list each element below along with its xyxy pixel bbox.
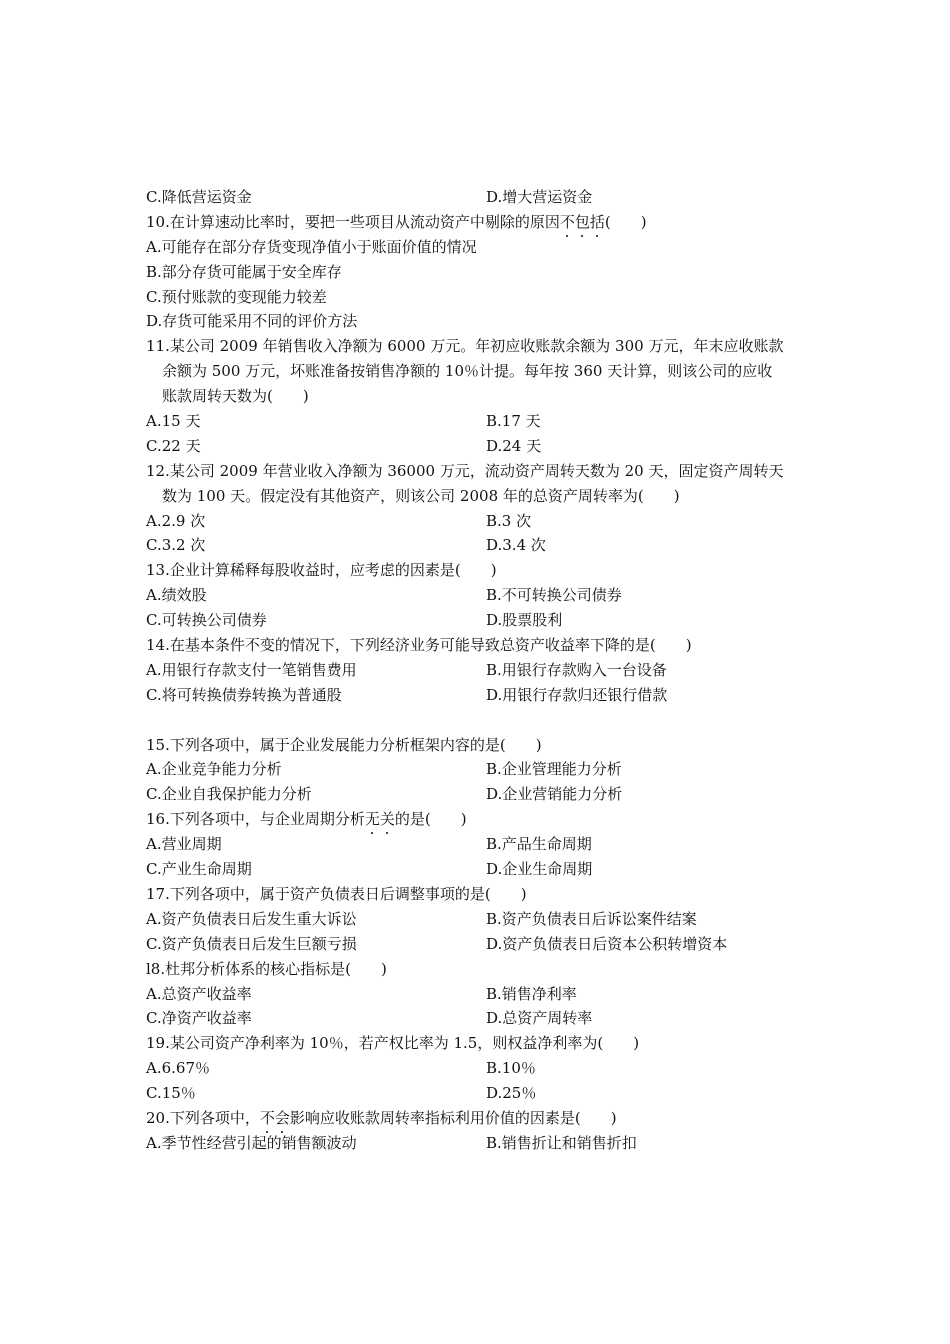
- q20-stem: [146, 1106, 816, 1131]
- q18-options-ab: [146, 982, 816, 1007]
- q10-stem-post: ( ): [604, 212, 647, 231]
- q16-option-c: C.产业生命周期: [146, 860, 252, 879]
- q16-stem-pre: 16.下列各项中，与企业周期分析: [146, 810, 365, 829]
- q18-option-a: A.总资产收益率: [146, 984, 252, 1003]
- q20-option-b: B.销售折让和销售折扣: [486, 1133, 637, 1152]
- q18-options-cd: [146, 1006, 816, 1031]
- q11-options-ab: [146, 409, 816, 434]
- q11-option-a: A.15 天: [146, 412, 201, 431]
- q14-option-c: C.将可转换债券转换为普通股: [146, 685, 342, 704]
- q13-option-b: B.不可转换公司债券: [486, 586, 622, 605]
- q16-emph-char-1: 无: [365, 807, 380, 832]
- q15-option-a: A.企业竞争能力分析: [146, 760, 282, 779]
- q11-stem-line2: 余额为 500 万元，坏账准备按销售净额的 10％计提。每年按 360 天计算，则该公司的应收: [162, 362, 773, 381]
- q12-option-a: A.2.9 次: [146, 511, 206, 530]
- q17-option-a: A.资产负债表日后发生重大诉讼: [146, 909, 357, 928]
- q14-option-d: D.用银行存款归还银行借款: [486, 685, 668, 704]
- q13-stem: 13.企业计算稀释每股收益时，应考虑的因素是( ): [146, 561, 497, 580]
- q10-emph-char-2: 包: [575, 210, 590, 235]
- q11-stem-line1: 11.某公司 2009 年销售收入净额为 6000 万元。年初应收账款余额为 300 万元，年末应收账款: [146, 337, 784, 356]
- q16-stem-post: 的是( ): [394, 810, 467, 829]
- q10-option-d: D.存货可能采用不同的评价方法: [146, 312, 358, 331]
- q12-option-c: C.3.2 次: [146, 536, 206, 555]
- q10-stem-pre: 10.在计算速动比率时，要把一些项目从流动资产中剔除的原因: [146, 212, 560, 231]
- q17-options-cd: [146, 932, 816, 957]
- q11-options-cd: [146, 434, 816, 459]
- q16-emph-char-2: 关: [380, 807, 395, 832]
- q16-option-b: B.产品生命周期: [486, 835, 592, 854]
- q20-options-ab: [146, 1131, 816, 1156]
- exam-page: [146, 185, 816, 1156]
- q19-option-d: D.25％: [486, 1084, 537, 1103]
- q17-options-ab: [146, 907, 816, 932]
- q10-option-b: B.部分存货可能属于安全库存: [146, 262, 342, 281]
- q12-options-cd: [146, 533, 816, 558]
- q18-option-c: C.净资产收益率: [146, 1009, 252, 1028]
- q11-option-b: B.17 天: [486, 412, 541, 431]
- q10-stem-emphasis: [560, 213, 605, 231]
- q18-option-d: D.总资产周转率: [486, 1009, 593, 1028]
- q15-option-b: B.企业管理能力分析: [486, 760, 622, 779]
- q16-stem-emphasis: [365, 810, 395, 828]
- q16-options-ab: [146, 832, 816, 857]
- q16-options-cd: [146, 857, 816, 882]
- q14-option-b: B.用银行存款购入一台设备: [486, 660, 667, 679]
- q13-options-cd: [146, 608, 816, 633]
- q12-option-d: D.3.4 次: [486, 536, 546, 555]
- q20-stem-post: 影响应收账款周转率指标利用价值的因素是( ): [289, 1108, 617, 1127]
- q19-options-ab: [146, 1056, 816, 1081]
- q10-emph-char-1: 不: [560, 210, 575, 235]
- q15-stem: 15.下列各项中，属于企业发展能力分析框架内容的是( ): [146, 735, 542, 754]
- q15-options-ab: [146, 757, 816, 782]
- q14-stem: 14.在基本条件不变的情况下，下列经济业务可能导致总资产收益率下降的是( ): [146, 636, 692, 655]
- q17-option-d: D.资产负债表日后资本公积转增资本: [486, 934, 728, 953]
- q13-option-a: A.绩效股: [146, 586, 207, 605]
- q10-option-c: C.预付账款的变现能力较差: [146, 287, 327, 306]
- q19-option-a: A.6.67％: [146, 1059, 210, 1078]
- q17-option-c: C.资产负债表日后发生巨额亏损: [146, 934, 357, 953]
- q11-stem-line3: 账款周转天数为( ): [162, 387, 309, 406]
- q20-emph-char-2: 会: [275, 1106, 290, 1131]
- q16-option-d: D.企业生命周期: [486, 860, 593, 879]
- q15-option-c: C.企业自我保护能力分析: [146, 785, 312, 804]
- q9-options-cd: [146, 185, 816, 210]
- q20-option-a: A.季节性经营引起的销售额波动: [146, 1133, 357, 1152]
- q19-stem: 19.某公司资产净利率为 10％，若产权比率为 1.5，则权益净利率为( ): [146, 1034, 640, 1053]
- q12-stem-line2: 数为 100 天。假定没有其他资产，则该公司 2008 年的总资产周转率为( ): [162, 486, 680, 505]
- q10-stem: [146, 210, 816, 235]
- q19-options-cd: [146, 1081, 816, 1106]
- q16-option-a: A.营业周期: [146, 835, 222, 854]
- q14-options-ab: [146, 658, 816, 683]
- q12-stem-line1: 12.某公司 2009 年营业收入净额为 36000 万元，流动资产周转天数为 20 天，固定资产周转天: [146, 461, 784, 480]
- q20-stem-emphasis: [260, 1109, 290, 1127]
- q10-emph-char-3: 括: [590, 210, 605, 235]
- q19-option-c: C.15％: [146, 1084, 196, 1103]
- q18-stem: l8.杜邦分析体系的核心指标是( ): [146, 959, 387, 978]
- q20-emph-char-1: 不: [260, 1106, 275, 1131]
- q11-option-c: C.22 天: [146, 436, 201, 455]
- blank-line: [146, 708, 816, 733]
- q18-option-b: B.销售净利率: [486, 984, 577, 1003]
- q9-option-d: D.增大营运资金: [486, 188, 593, 206]
- q15-option-d: D.企业营销能力分析: [486, 785, 623, 804]
- q17-stem: 17.下列各项中，属于资产负债表日后调整事项的是( ): [146, 884, 527, 903]
- q20-stem-pre: 20.下列各项中，: [146, 1108, 260, 1127]
- q13-options-ab: [146, 583, 816, 608]
- q14-options-cd: [146, 683, 816, 708]
- q12-option-b: B.3 次: [486, 511, 532, 530]
- q10-option-a: A.可能存在部分存货变现净值小于账面价值的情况: [146, 237, 477, 256]
- q9-option-c: C.降低营运资金: [146, 188, 252, 206]
- q19-option-b: B.10％: [486, 1059, 536, 1078]
- q13-option-d: D.股票股利: [486, 611, 563, 630]
- q17-option-b: B.资产负债表日后诉讼案件结案: [486, 909, 697, 928]
- q16-stem: [146, 807, 816, 832]
- q14-option-a: A.用银行存款支付一笔销售费用: [146, 660, 357, 679]
- q13-option-c: C.可转换公司债券: [146, 611, 267, 630]
- q15-options-cd: [146, 782, 816, 807]
- q12-options-ab: [146, 509, 816, 534]
- q11-option-d: D.24 天: [486, 436, 542, 455]
